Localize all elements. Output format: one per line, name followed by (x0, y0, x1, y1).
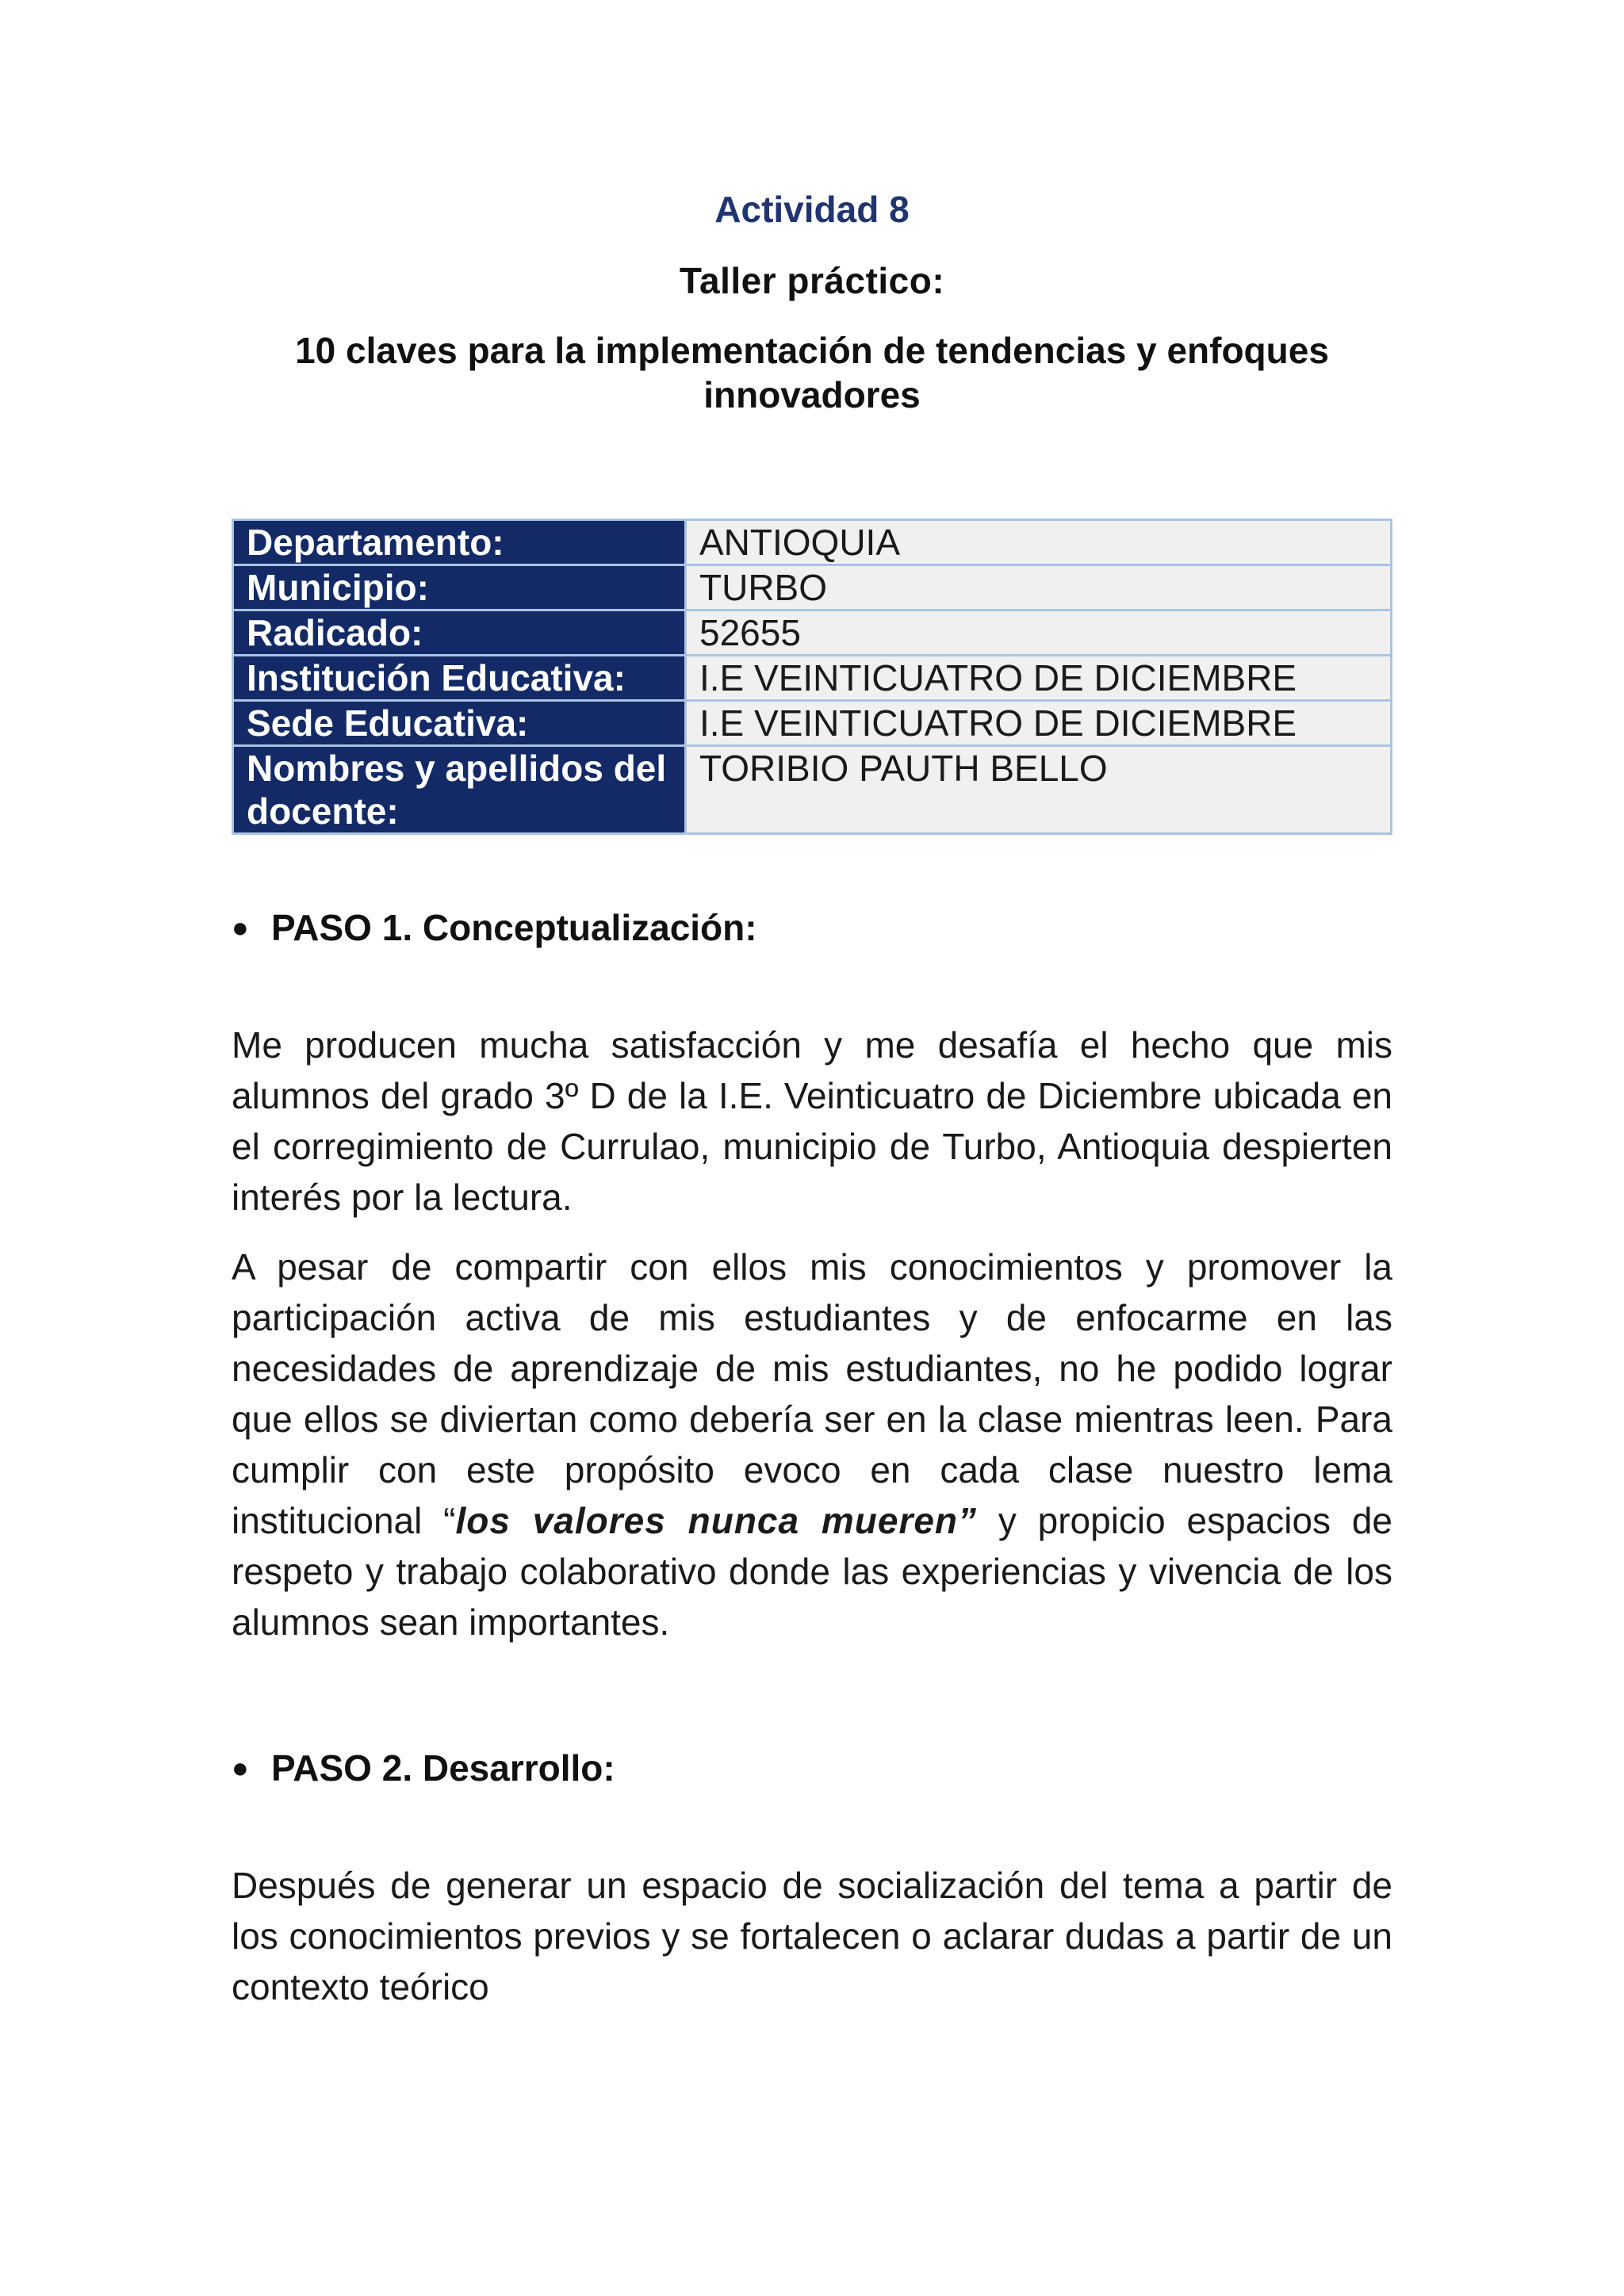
table-value: TURBO (686, 565, 1392, 610)
table-row-institucion (233, 656, 1392, 701)
step1-paragraph-2 (232, 1242, 1392, 1647)
step1-paragraph-2-start: A pesar de compartir con ellos mis conocimientos y promover la participación activa de mis estudiantes y de enfocarme en las necesidades de aprendizaje de mis estudiantes, no he podido lograr que ellos se diviertan como debería ser en la clase mientras leen. Para cumplir con este propósito evoco en cada clase nuestro lema institucional “ (232, 1246, 1392, 1541)
table-row-docente (233, 746, 1392, 834)
workshop-subtitle: 10 claves para la implementación de tendencias y enfoques innovadores (295, 330, 1329, 415)
bullet-icon: ● (232, 911, 249, 943)
table-value: I.E VEINTICUATRO DE DICIEMBRE (686, 656, 1392, 701)
table-value: TORIBIO PAUTH BELLO (686, 746, 1392, 834)
step1-paragraph-2-end: y propicio espacios de respeto y trabajo colaborativo donde las experiencias y vivencia de los alumnos sean importantes. (232, 1500, 1393, 1643)
step1-heading-text: PASO 1. Conceptualización: (271, 907, 757, 948)
table-label: Nombres y apellidos del docente: (233, 746, 686, 834)
step2-heading (232, 1746, 615, 1790)
workshop-label: Taller práctico: (679, 260, 945, 301)
info-table (232, 519, 1392, 835)
table-row-departamento (233, 520, 1392, 565)
table-row-radicado (233, 610, 1392, 656)
institutional-motto: los valores nunca mueren” (455, 1500, 978, 1541)
table-label: Municipio: (233, 565, 686, 610)
step1-heading (232, 905, 757, 950)
table-value: 52655 (686, 610, 1392, 656)
table-label: Radicado: (233, 610, 686, 656)
table-label: Institución Educativa: (233, 656, 686, 701)
step2-heading-text: PASO 2. Desarrollo: (271, 1747, 615, 1789)
table-value: ANTIOQUIA (686, 520, 1392, 565)
table-label: Departamento: (233, 520, 686, 565)
step2-paragraph-1: Después de generar un espacio de socialización del tema a partir de los conocimientos previos y se fortalecen o aclarar dudas a partir de un contexto teórico (232, 1865, 1392, 2007)
table-row-municipio (233, 565, 1392, 610)
table-row-sede (233, 701, 1392, 746)
bullet-icon: ● (232, 1751, 249, 1784)
activity-title: Actividad 8 (714, 189, 910, 230)
table-label: Sede Educativa: (233, 701, 686, 746)
step1-paragraph-1: Me producen mucha satisfacción y me desafía el hecho que mis alumnos del grado 3º D de la I.E. Veinticuatro de Diciembre ubicada en el corregimiento de Currulao, municipio de Turbo, Antioquia despierten interés por la lectura. (232, 1024, 1392, 1218)
table-value: I.E VEINTICUATRO DE DICIEMBRE (686, 701, 1392, 746)
